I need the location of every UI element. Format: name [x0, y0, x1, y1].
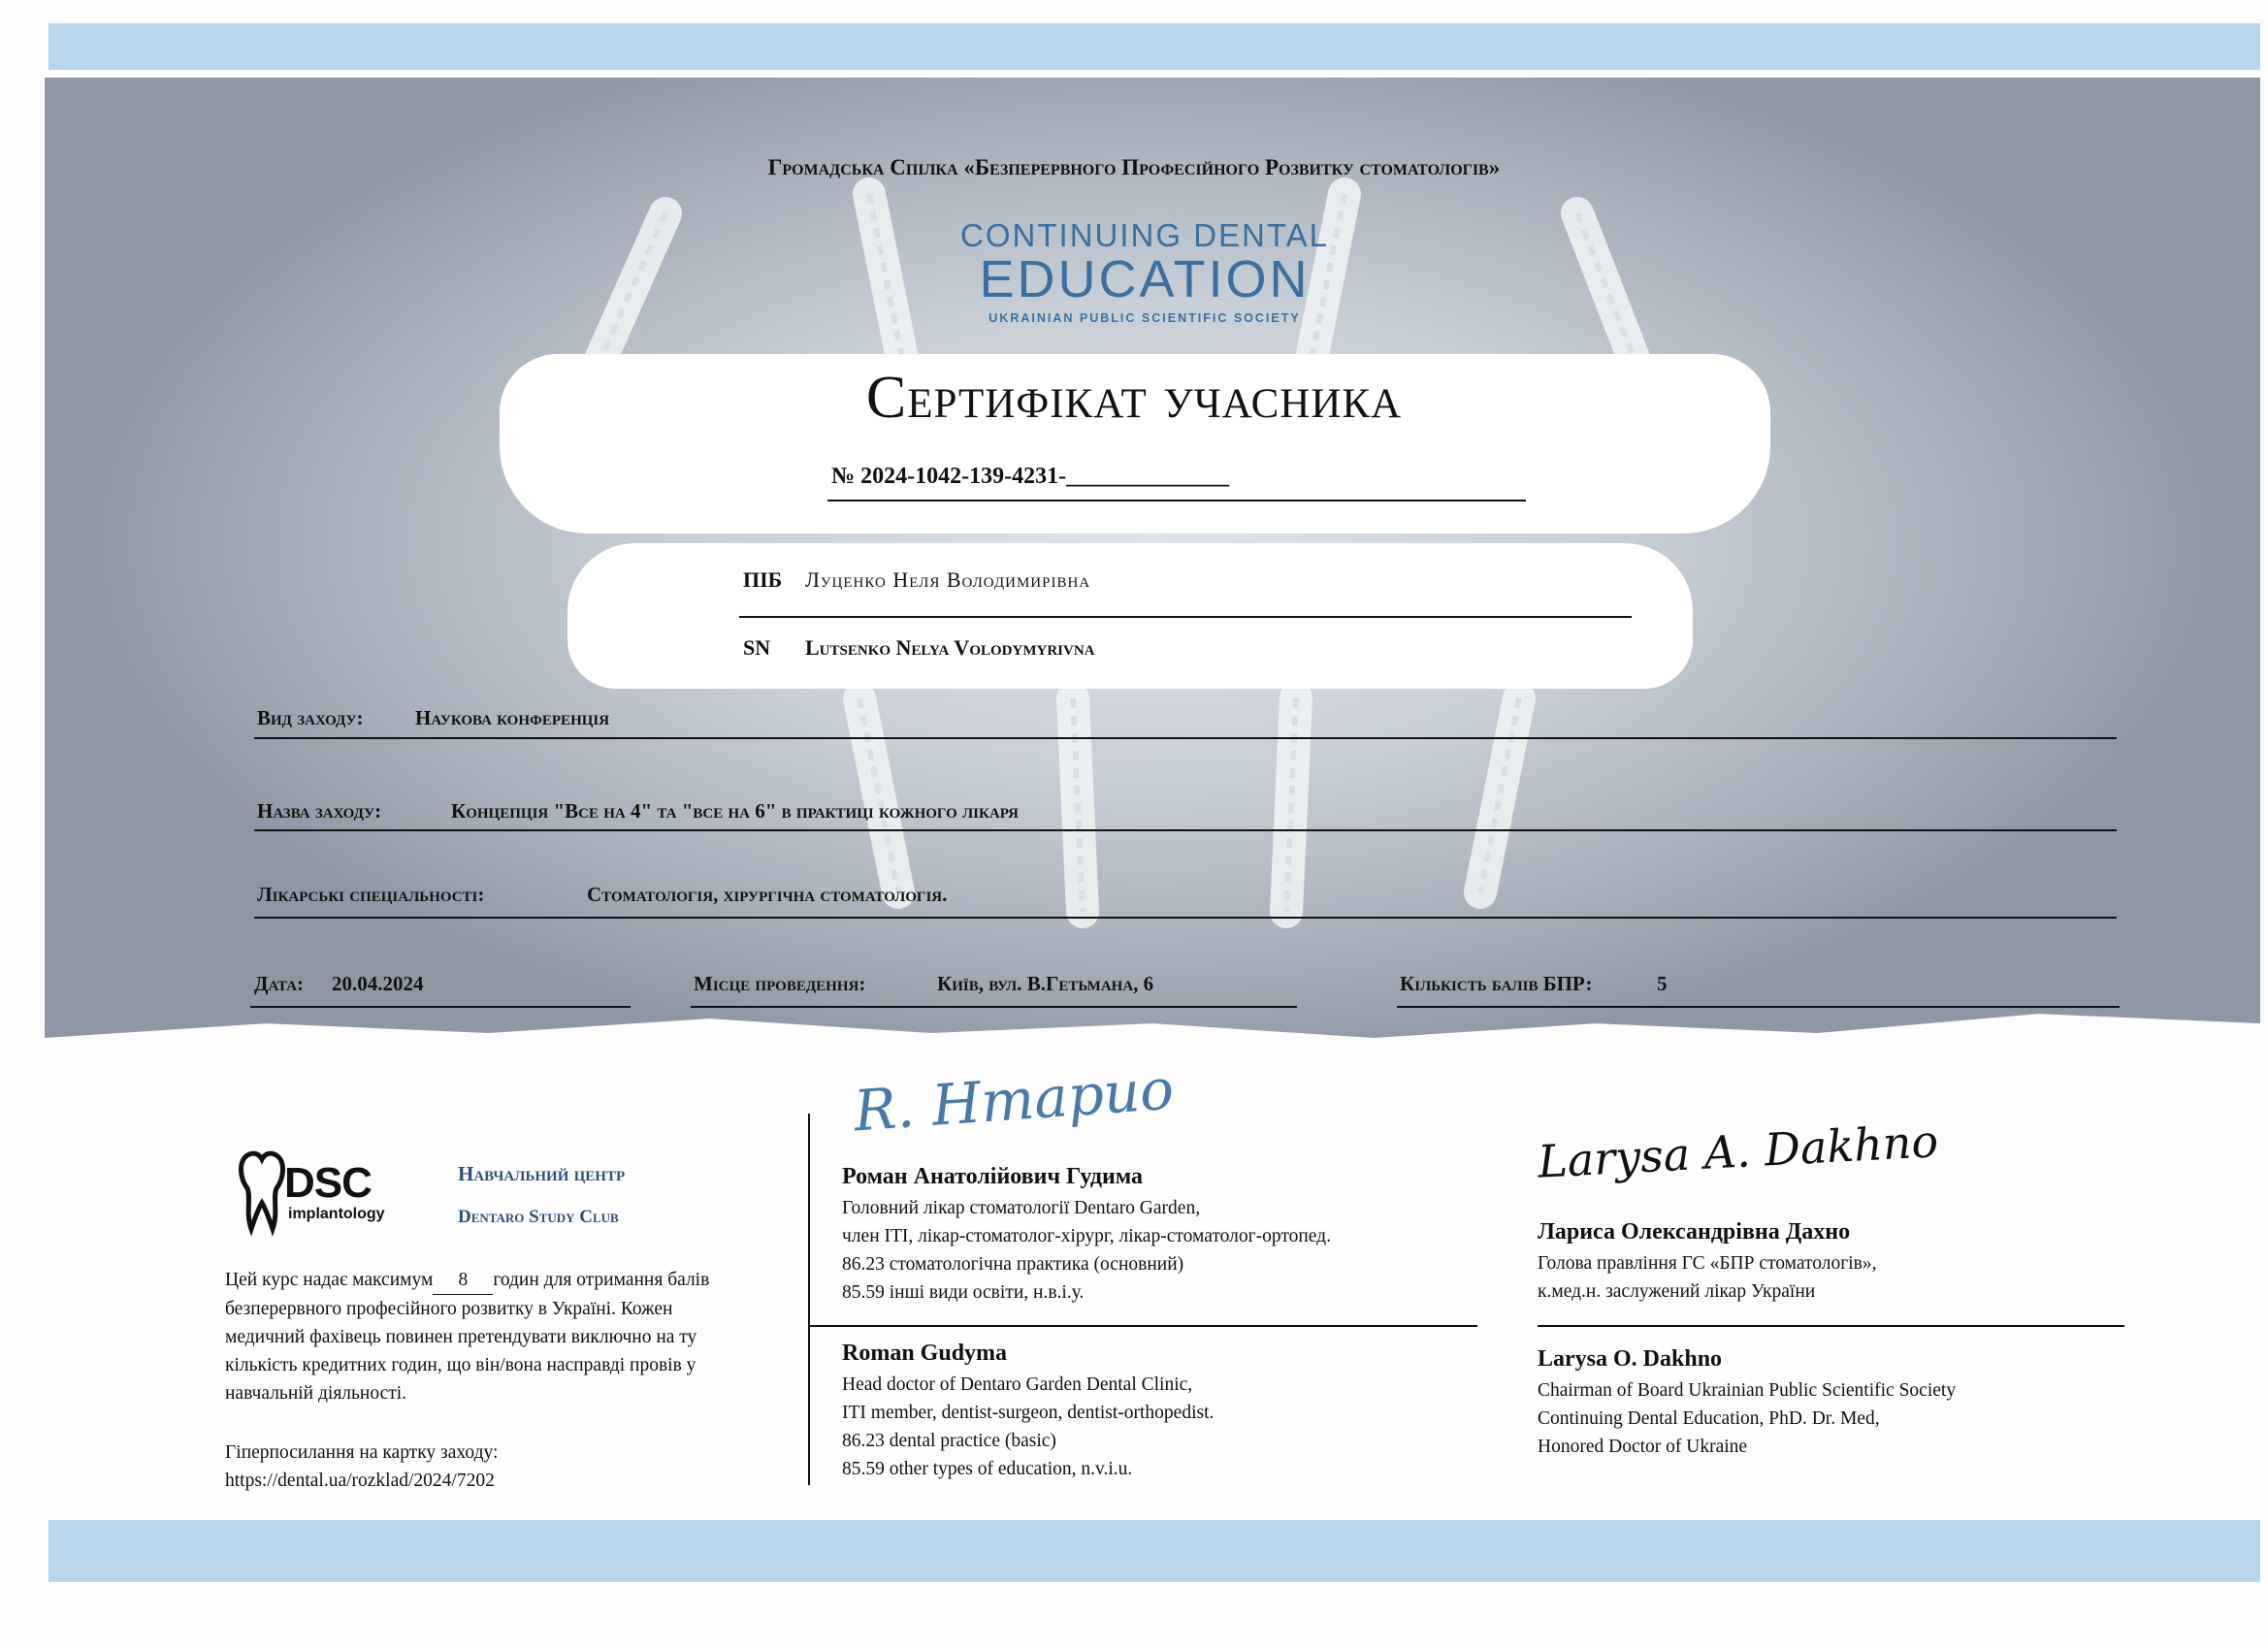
signer1-signature: R. Hmapuo — [852, 1055, 1177, 1145]
course-note-part2: годин для отримання балів — [493, 1270, 710, 1290]
org-header: Громадська Спілка «Безперервного Професійного Розвитку стоматологів» — [767, 155, 1501, 179]
place-label: Місце проведення: — [694, 972, 866, 995]
signer1-en3: 86.23 dental practice (basic) — [842, 1431, 1056, 1451]
signer2-ua1: Голова правління ГС «БПР стоматологів», — [1538, 1253, 1877, 1274]
event-type-label: Вид заходу: — [257, 706, 364, 729]
sn-value: Lutsenko Nelya Volodymyrivna — [805, 635, 1095, 660]
course-note-line3: медичний фахівець повинен претендувати виключно на ту — [225, 1327, 697, 1347]
hyperlink-url[interactable]: https://dental.ua/rozklad/2024/7202 — [225, 1471, 495, 1491]
hyperlink-label: Гіперпосилання на картку заходу: — [225, 1442, 499, 1463]
signer2-separator — [1538, 1325, 2124, 1327]
cde-logo-line3: UKRAINIAN PUBLIC SCIENTIFIC SOCIETY — [988, 311, 1301, 325]
signer1-en2: ITI member, dentist-surgeon, dentist-orthopedist. — [842, 1403, 1215, 1423]
pib-underline — [739, 616, 1632, 618]
certificate-number: № 2024-1042-139-4231-______________ — [831, 464, 1230, 489]
dsc-logo — [238, 1149, 407, 1237]
points-label: Кількість балів БПР: — [1400, 972, 1593, 995]
pib-label: ПІБ — [743, 567, 783, 592]
date-underline — [250, 1006, 631, 1008]
signer2-name-ua: Лариса Олександрівна Дахно — [1538, 1219, 1851, 1245]
date-label: Дата: — [254, 972, 305, 995]
certificate-title: Сертифікат учасника — [865, 365, 1403, 431]
place-underline — [691, 1006, 1297, 1008]
specialties-label: Лікарські спеціальності: — [257, 883, 485, 906]
cde-logo-line2: EDUCATION — [979, 250, 1311, 308]
cde-logo — [951, 218, 1339, 325]
event-name-underline — [254, 829, 2117, 831]
signer2-name-en: Larysa O. Dakhno — [1538, 1346, 1723, 1372]
event-name-value: Концепція "Все на 4" та "все на 6" в практиці кожного лікаря — [451, 799, 1019, 823]
bottom-band — [49, 1520, 2260, 1582]
signer1-separator — [808, 1325, 1477, 1327]
course-note — [225, 1266, 788, 1407]
signer1-ua1: Головний лікар стоматології Dentaro Garden, — [842, 1198, 1201, 1218]
signer2-en3: Honored Doctor of Ukraine — [1538, 1437, 1748, 1457]
event-type-value: Наукова конференція — [415, 706, 610, 729]
event-name-label: Назва заходу: — [257, 799, 382, 823]
specialties-value: Стоматологія, хірургічна стоматологія. — [587, 883, 948, 906]
signer2-signature: Larysa A. Dakhno — [1536, 1115, 1940, 1188]
course-note-line5: навчальній діяльності. — [225, 1383, 407, 1404]
signer1-name-en: Roman Gudyma — [842, 1341, 1008, 1366]
signer2-en-block — [1538, 1376, 1956, 1461]
course-note-part1: Цей курс надає максимум — [225, 1270, 434, 1290]
signer2-en1: Chairman of Board Ukrainian Public Scientific Society — [1538, 1380, 1957, 1401]
training-center-line2: Dentaro Study Club — [458, 1207, 619, 1227]
signer2-ua2: к.мед.н. заслужений лікар України — [1538, 1281, 1816, 1302]
place-value: Київ, вул. В.Гетьмана, 6 — [937, 972, 1154, 995]
dsc-logo-big: DSC — [284, 1159, 372, 1207]
signer1-en1: Head doctor of Dentaro Garden Dental Clinic, — [842, 1374, 1193, 1395]
points-underline — [1397, 1006, 2120, 1008]
signer1-ua2: член ITI, лікар-стоматолог-хірург, лікар-стоматолог-ортопед. — [842, 1226, 1331, 1246]
top-band — [49, 23, 2260, 70]
dsc-logo-small: implantology — [288, 1206, 385, 1222]
specialties-underline — [254, 917, 2117, 919]
signer1-name-ua: Роман Анатолійович Гудима — [842, 1164, 1143, 1189]
course-note-hours: 8 — [433, 1266, 493, 1295]
cde-logo-line1: CONTINUING DENTAL — [960, 217, 1329, 253]
cert-number-underline — [827, 500, 1526, 501]
sn-label: SN — [743, 635, 771, 660]
course-note-line2: безперервного професійного розвитку в Україні. Кожен — [225, 1299, 673, 1319]
tooth-icon — [238, 1149, 286, 1237]
event-type-underline — [254, 737, 2117, 739]
course-note-line4: кількість кредитних годин, що він/вона насправді провів у — [225, 1355, 697, 1375]
signer2-en2: Continuing Dental Education, PhD. Dr. Med, — [1538, 1408, 1880, 1429]
signer1-divider — [808, 1114, 810, 1485]
date-value: 20.04.2024 — [332, 972, 424, 995]
signer2-ua-block — [1538, 1249, 1876, 1306]
signer1-en-block — [842, 1371, 1214, 1483]
points-value: 5 — [1657, 972, 1668, 995]
pib-value: Луценко Неля Володимирівна — [805, 567, 1091, 592]
training-center-line1: Навчальний центр — [458, 1162, 626, 1185]
signer1-ua-block — [842, 1194, 1331, 1307]
signer1-en4: 85.59 other types of education, n.v.i.u. — [842, 1459, 1133, 1479]
signer1-ua3: 86.23 стоматологічна практика (основний) — [842, 1254, 1184, 1275]
signer1-ua4: 85.59 інші види освіти, н.в.і.у. — [842, 1282, 1085, 1303]
